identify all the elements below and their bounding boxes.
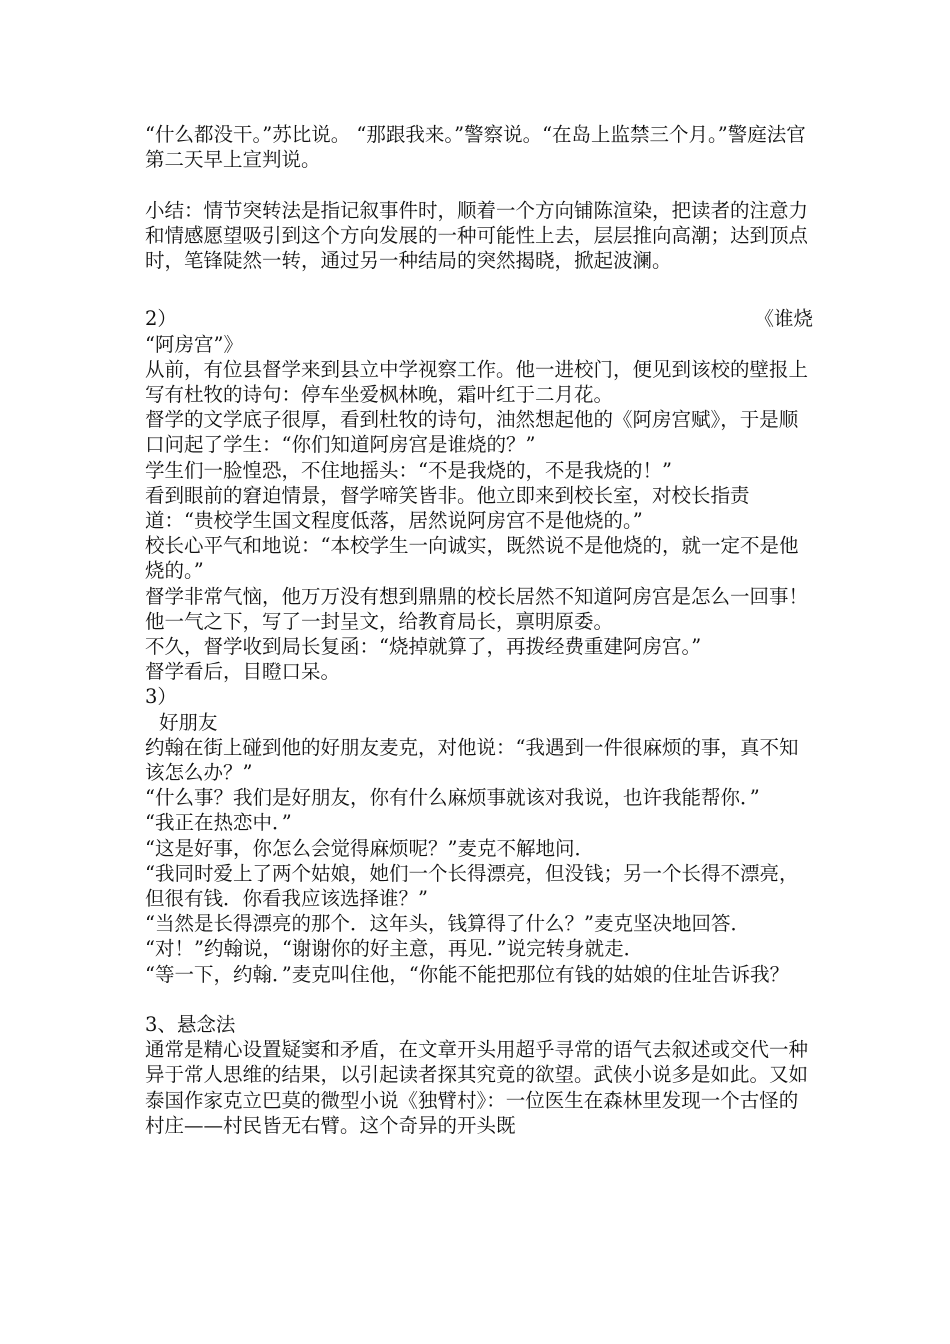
story2-line: 看到眼前的窘迫情景，督学啼笑皆非。他立即来到校长室，对校长指责道：“贵校学生国文程度低落，居然说阿房宫不是他烧的。”	[145, 483, 750, 533]
blank-line	[145, 172, 813, 197]
story2-number: 2）	[145, 307, 177, 331]
story3-number: 3）	[145, 685, 177, 709]
story2-title-part2: “阿房宫”》	[145, 332, 243, 356]
story3-line: “什么事？我们是好朋友，你有什么麻烦事就该对我说，也许我能帮你．”	[145, 786, 760, 810]
story2-line: 校长心平气和地说：“本校学生一向诚实，既然说不是他烧的，就一定不是他烧的。”	[145, 534, 799, 583]
blank-line	[145, 273, 813, 298]
section3-heading: 3、悬念法	[145, 1013, 236, 1037]
story2-title-part1: 《谁烧	[754, 307, 813, 331]
story2-line: 从前，有位县督学来到县立中学视察工作。他一进校门，便见到该校的壁报上写有杜牧的诗句：停车坐爱枫林晚，霜叶红于二月花。	[145, 357, 809, 406]
story3-line: 约翰在街上碰到他的好朋友麦克，对他说：“我遇到一件很麻烦的事，真不知该怎么办？”	[145, 735, 799, 785]
section3-body: 通常是精心设置疑窦和矛盾，在文章开头用超乎寻常的语气去叙述或交代一种异于常人思维的结果，以引起读者探其究竟的欲望。武侠小说多是如此。又如泰国作家克立巴莫的微型小说《独臂村》：一位医生在森林里发现一个古怪的村庄——村民皆无右臂。这个奇异的开头既	[145, 1038, 809, 1137]
blank-line	[145, 987, 813, 1012]
story2-heading-row	[145, 306, 813, 331]
document-page	[145, 122, 813, 1138]
paragraph-dialogue-ending: “什么都没干。”苏比说。 “那跟我来。”警察说。“在岛上监禁三个月。”警庭法官第二天早上宣判说。	[145, 123, 806, 172]
story2-line: 不久，督学收到局长复函：“烧掉就算了，再拨经费重建阿房宫。”	[145, 635, 702, 659]
story3-line: “等一下，约翰．”麦克叫住他，“你能不能把那位有钱的姑娘的住址告诉我？	[145, 962, 790, 986]
story3-line: “当然是长得漂亮的那个．这年头，钱算得了什么？”麦克坚决地回答．	[145, 912, 750, 936]
story2-line: 学生们一脸惶恐，不住地摇头：“不是我烧的，不是我烧的！”	[145, 458, 672, 482]
story3-line: “这是好事，你怎么会觉得麻烦呢？”麦克不解地问．	[145, 836, 594, 860]
paragraph-summary: 小结：情节突转法是指记叙事件时，顺着一个方向铺陈渲染，把读者的注意力和情感愿望吸引到这个方向发展的一种可能性上去，层层推向高潮；达到顶点时，笔锋陡然一转，通过另一种结局的突然揭晓，掀起波澜。	[145, 198, 809, 272]
story3-line: “我正在热恋中．”	[145, 811, 292, 835]
story3-line: “对！”约翰说，“谢谢你的好主意，再见．”说完转身就走．	[145, 937, 644, 961]
story3-title: 好朋友	[159, 710, 218, 734]
story2-line: 督学的文学底子很厚，看到杜牧的诗句，油然想起他的《阿房宫赋》，于是顺口问起了学生：“你们知道阿房宫是谁烧的？”	[145, 408, 799, 457]
story2-line: 督学非常气恼，他万万没有想到鼎鼎的校长居然不知道阿房宫是怎么一回事！他一气之下，写了一封呈文，给教育局长，禀明原委。	[145, 584, 809, 633]
story3-line: “我同时爱上了两个姑娘，她们一个长得漂亮，但没钱；另一个长得不漂亮，但很有钱．你看我应该选择谁？”	[145, 861, 799, 911]
story2-line: 督学看后，目瞪口呆。	[145, 660, 341, 684]
